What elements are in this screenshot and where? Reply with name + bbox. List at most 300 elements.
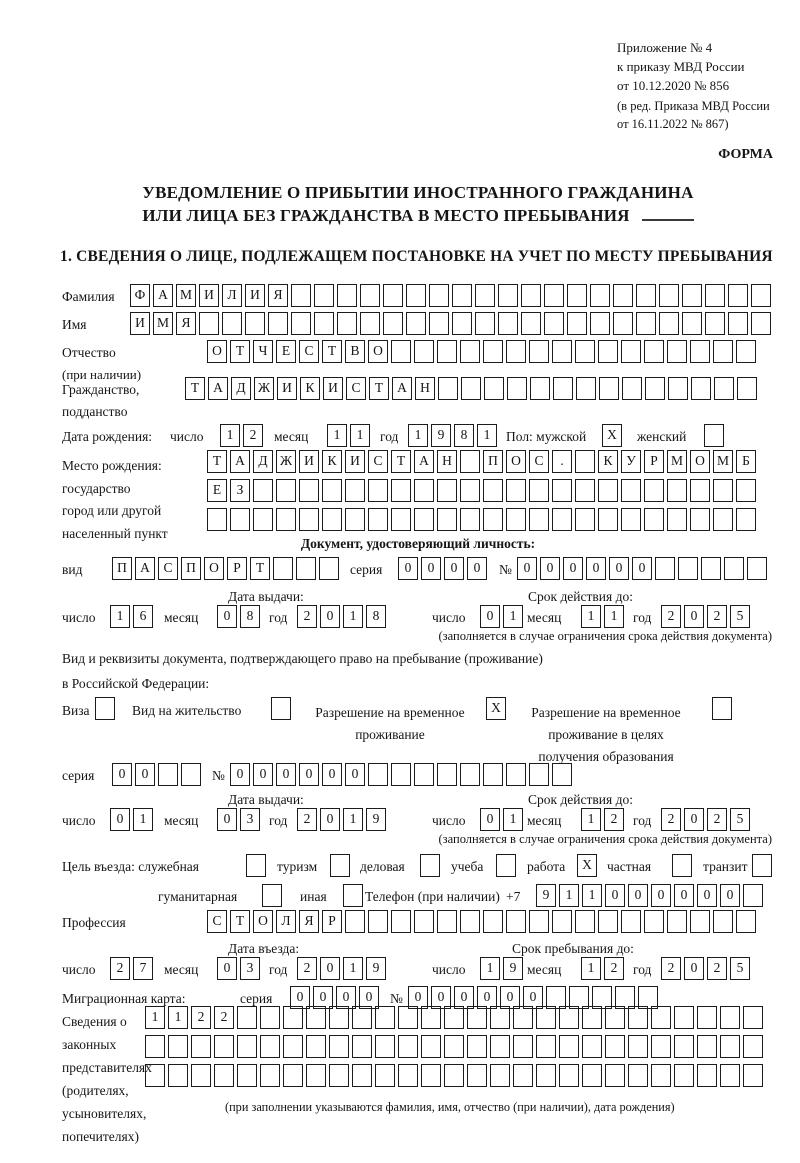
form-cell (496, 854, 516, 877)
profession-cells (207, 910, 759, 933)
form-cell: Т (230, 910, 250, 933)
form-cell (667, 508, 687, 531)
form-cell (283, 1035, 303, 1058)
entry-day-label: число (62, 962, 96, 977)
form-cell: Ж (254, 377, 274, 400)
form-title-line2 (36, 206, 800, 226)
form-cell (513, 1064, 533, 1087)
form-cell (319, 557, 339, 580)
form-cell: 0 (135, 763, 155, 786)
res-valid-year-label: год (633, 813, 652, 828)
form-cell (529, 508, 549, 531)
sex-female-label: женский (637, 429, 687, 444)
form-cell (345, 508, 365, 531)
form-cell (644, 508, 664, 531)
form-cell (529, 910, 549, 933)
form-cell (621, 340, 641, 363)
form-cell: 8 (366, 605, 386, 628)
form-cell: 8 (240, 605, 260, 628)
form-cell: И (130, 312, 150, 335)
form-cell: 5 (730, 605, 750, 628)
form-cell: М (176, 284, 196, 307)
form-cell: 3 (240, 957, 260, 980)
appendix-line: к приказу МВД России (617, 59, 745, 74)
form-cell (720, 1035, 740, 1058)
form-cell (391, 763, 411, 786)
form-cell: Л (276, 910, 296, 933)
form-cell: Т (391, 450, 411, 473)
form-cell (743, 1064, 763, 1087)
form-cell (253, 479, 273, 502)
form-cell (701, 557, 721, 580)
form-cell: 9 (366, 808, 386, 831)
form-cell (567, 312, 587, 335)
representatives-label-block (62, 1010, 152, 1148)
form-cell (420, 854, 440, 877)
sex-female-checkbox (704, 424, 727, 447)
birth-date-label: Дата рождения: (62, 429, 153, 444)
form-cell (168, 1035, 188, 1058)
form-cell (713, 340, 733, 363)
form-cell: 8 (454, 424, 474, 447)
temp-edu-line3: получения образования (538, 749, 674, 764)
form-cell (368, 763, 388, 786)
mig-number-sign: № (390, 991, 403, 1006)
citizenship-label-line2: подданство (62, 404, 128, 419)
form-cell (552, 910, 572, 933)
form-cell (437, 763, 457, 786)
form-cell: 1 (145, 1006, 165, 1029)
res-series-cells (112, 763, 204, 786)
form-cell (414, 508, 434, 531)
amendment-line: (в ред. Приказа МВД России (617, 99, 770, 113)
entry-day-cells (110, 957, 156, 980)
form-cell: 1 (503, 605, 523, 628)
form-cell: 2 (661, 605, 681, 628)
res-issue-date-label: Дата выдачи: (228, 792, 304, 807)
form-cell (283, 1006, 303, 1029)
purpose-business-checkbox (420, 854, 443, 877)
form-cell (391, 479, 411, 502)
form-cell: Т (369, 377, 389, 400)
form-cell (628, 1006, 648, 1029)
doc-valid-year-cells (661, 605, 753, 628)
doc-kind-cells (112, 557, 342, 580)
purpose-business-label: деловая (360, 859, 405, 874)
form-cell: Р (644, 450, 664, 473)
form-cell (737, 377, 757, 400)
form-cell (743, 1006, 763, 1029)
form-cell: X (577, 854, 597, 877)
purpose-work-label: работа (527, 859, 566, 874)
form-cell (145, 1064, 165, 1087)
form-cell: 2 (214, 1006, 234, 1029)
form-cell: У (621, 450, 641, 473)
appendix-line: Приложение № 4 (617, 40, 713, 55)
form-cell (484, 377, 504, 400)
form-cell (582, 1006, 602, 1029)
form-cell (490, 1006, 510, 1029)
form-cell (368, 910, 388, 933)
form-cell: 1 (327, 424, 347, 447)
form-cell (271, 697, 291, 720)
form-cell: 1 (582, 884, 602, 907)
res-issue-year-label: год (269, 813, 288, 828)
doc-issue-month-label: месяц (164, 610, 199, 625)
form-cell (375, 1035, 395, 1058)
form-cell (398, 1035, 418, 1058)
form-cell (507, 377, 527, 400)
form-cell: 2 (297, 957, 317, 980)
stay-month-cells (581, 957, 627, 980)
form-cell (490, 1064, 510, 1087)
patronymic-cells (207, 340, 759, 363)
form-cell: О (253, 910, 273, 933)
birth-place-cells-row2 (207, 479, 759, 502)
form-cell (483, 910, 503, 933)
purpose-tourism-checkbox (330, 854, 353, 877)
form-cell: О (207, 340, 227, 363)
form-cell (644, 340, 664, 363)
form-cell (613, 312, 633, 335)
appendix-block (617, 38, 745, 95)
form-cell (659, 312, 679, 335)
form-cell (659, 284, 679, 307)
form-cell: Е (276, 340, 296, 363)
doc-issue-day-label: число (62, 610, 96, 625)
representatives-line5: усыновителях, (62, 1106, 147, 1121)
res-issue-year-cells (297, 808, 389, 831)
form-cell: 2 (110, 957, 130, 980)
form-cell: Р (322, 910, 342, 933)
form-cell: Ж (276, 450, 296, 473)
stay-year-label: год (633, 962, 652, 977)
form-cell: 0 (276, 763, 296, 786)
form-cell: 1 (559, 884, 579, 907)
form-cell (214, 1064, 234, 1087)
form-cell: С (158, 557, 178, 580)
form-cell (460, 508, 480, 531)
form-cell (260, 1064, 280, 1087)
amendment-line: от 16.11.2022 № 867) (617, 117, 729, 131)
form-cell (506, 508, 526, 531)
temp-residence-line2: проживание (355, 727, 425, 742)
form-cell: 9 (536, 884, 556, 907)
form-cell: 1 (343, 605, 363, 628)
form-cell: 1 (581, 605, 601, 628)
form-cell: А (230, 450, 250, 473)
form-cell (736, 508, 756, 531)
form-cell (605, 1035, 625, 1058)
form-cell (414, 479, 434, 502)
doc-valid-day-cells (480, 605, 526, 628)
form-cell (559, 1006, 579, 1029)
form-cell (222, 312, 242, 335)
form-cell (536, 1064, 556, 1087)
form-cell: 0 (110, 808, 130, 831)
form-cell: Т (207, 450, 227, 473)
representatives-line3: представителях (62, 1060, 152, 1075)
form-cell (330, 854, 350, 877)
form-cell (414, 910, 434, 933)
form-cell: О (506, 450, 526, 473)
amendment-block (617, 97, 770, 133)
profession-label: Профессия (62, 915, 126, 930)
form-cell (383, 284, 403, 307)
form-cell (552, 340, 572, 363)
form-cell: С (207, 910, 227, 933)
form-cell (521, 312, 541, 335)
form-cell: 0 (398, 557, 418, 580)
form-cell: 0 (684, 808, 704, 831)
form-cell (613, 284, 633, 307)
res-number-cells (230, 763, 575, 786)
form-cell: В (345, 340, 365, 363)
form-cell (506, 763, 526, 786)
form-cell: А (135, 557, 155, 580)
form-cell (752, 854, 772, 877)
form-cell: 0 (320, 808, 340, 831)
form-cell (713, 479, 733, 502)
doc-issue-month-cells (217, 605, 263, 628)
form-cell: А (153, 284, 173, 307)
surname-label: Фамилия (62, 289, 115, 304)
form-cell (598, 508, 618, 531)
form-cell (645, 377, 665, 400)
form-cell (260, 1035, 280, 1058)
doc-valid-day-label: число (432, 610, 466, 625)
res-valid-month-label: месяц (527, 813, 562, 828)
form-cell (314, 284, 334, 307)
form-cell: 1 (408, 424, 428, 447)
form-cell: Я (268, 284, 288, 307)
doc-valid-month-cells (581, 605, 627, 628)
form-cell (728, 312, 748, 335)
form-cell: 0 (651, 884, 671, 907)
form-cell (674, 1064, 694, 1087)
form-cell: 1 (343, 808, 363, 831)
form-cell (529, 340, 549, 363)
form-cell: 2 (661, 808, 681, 831)
form-cell: Т (322, 340, 342, 363)
form-cell: 0 (444, 557, 464, 580)
form-cell (421, 1006, 441, 1029)
form-cell (268, 312, 288, 335)
form-cell (674, 1006, 694, 1029)
form-cell (329, 1035, 349, 1058)
form-cell: 2 (707, 605, 727, 628)
form-cell (553, 377, 573, 400)
form-cell (475, 312, 495, 335)
form-cell (352, 1035, 372, 1058)
form-cell: X (602, 424, 622, 447)
form-cell (536, 1006, 556, 1029)
form-cell: 1 (477, 424, 497, 447)
doc-series-cells (398, 557, 490, 580)
form-cell: К (598, 450, 618, 473)
residence-permit-label: Вид на жительство (132, 703, 242, 718)
res-valid-month-cells (581, 808, 627, 831)
form-cell (712, 697, 732, 720)
form-cell (276, 508, 296, 531)
visa-label: Виза (62, 703, 90, 718)
form-cell (728, 284, 748, 307)
form-cell: И (245, 284, 265, 307)
form-cell: 7 (133, 957, 153, 980)
stay-day-label: число (432, 962, 466, 977)
form-cell: 0 (421, 557, 441, 580)
representatives-line2: законных (62, 1037, 117, 1052)
form-cell (230, 508, 250, 531)
phone-prefix: +7 (506, 889, 521, 904)
form-cell (352, 1006, 372, 1029)
doc-valid-year-label: год (633, 610, 652, 625)
form-cell (414, 763, 434, 786)
form-cell (467, 1006, 487, 1029)
form-cell (414, 340, 434, 363)
doc-valid-until-label: Срок действия до: (528, 589, 633, 604)
form-cell: П (483, 450, 503, 473)
entry-date-label: Дата въезда: (228, 941, 300, 956)
form-cell: И (277, 377, 297, 400)
form-cell (444, 1064, 464, 1087)
form-cell (322, 508, 342, 531)
form-cell (429, 312, 449, 335)
form-cell: П (112, 557, 132, 580)
res-issue-month-label: месяц (164, 813, 199, 828)
form-cell: 0 (605, 884, 625, 907)
section1-heading: 1. СВЕДЕНИЯ О ЛИЦЕ, ПОДЛЕЖАЩЕМ ПОСТАНОВКЕ НА УЧЕТ ПО МЕСТУ ПРЕБЫВАНИЯ (60, 248, 773, 265)
citizenship-label-line1: Гражданство, (62, 382, 140, 397)
form-cell (490, 1035, 510, 1058)
mig-series-label: серия (240, 991, 273, 1006)
form-cell (704, 424, 724, 447)
temp-residence-line1: Разрешение на временное (315, 705, 465, 720)
form-cell: 0 (408, 986, 428, 1009)
form-cell: М (153, 312, 173, 335)
res-issue-day-cells (110, 808, 156, 831)
res-validity-note: (заполняется в случае ограничения срока действия документа) (438, 832, 772, 846)
form-cell (475, 284, 495, 307)
form-cell (575, 508, 595, 531)
phone-cells (536, 884, 766, 907)
form-cell: С (529, 450, 549, 473)
form-cell: 0 (628, 884, 648, 907)
form-cell: 0 (586, 557, 606, 580)
form-cell (651, 1035, 671, 1058)
form-cell (237, 1035, 257, 1058)
form-cell (375, 1006, 395, 1029)
form-cell: 0 (720, 884, 740, 907)
form-cell: Т (250, 557, 270, 580)
residence-doc-line1: Вид и реквизиты документа, подтверждающего право на пребывание (проживание) (62, 651, 543, 666)
res-valid-day-cells (480, 808, 526, 831)
form-cell (672, 854, 692, 877)
form-cell: 3 (240, 808, 260, 831)
residence-doc-line2: в Российской Федерации: (62, 676, 210, 691)
form-cell (599, 377, 619, 400)
purpose-transit-checkbox (752, 854, 775, 877)
form-cell (207, 508, 227, 531)
form-cell (697, 1064, 717, 1087)
form-cell (651, 1006, 671, 1029)
doc-validity-note: (заполняется в случае ограничения срока действия документа) (438, 629, 772, 643)
form-cell (559, 1035, 579, 1058)
form-cell (352, 1064, 372, 1087)
form-cell (296, 557, 316, 580)
form-cell (605, 1064, 625, 1087)
form-cell (743, 1035, 763, 1058)
form-cell (168, 1064, 188, 1087)
form-cell: 1 (168, 1006, 188, 1029)
form-cell: О (368, 340, 388, 363)
form-cell: 0 (431, 986, 451, 1009)
form-cell (438, 377, 458, 400)
entry-month-label: месяц (164, 962, 199, 977)
form-cell: Л (222, 284, 242, 307)
doc-issue-day-cells (110, 605, 156, 628)
form-cell (145, 1035, 165, 1058)
form-cell: Н (415, 377, 435, 400)
form-cell (345, 479, 365, 502)
purpose-humanitarian-label: гуманитарная (158, 889, 238, 904)
form-cell (513, 1006, 533, 1029)
form-cell (498, 312, 518, 335)
form-cell (736, 479, 756, 502)
form-cell: 0 (500, 986, 520, 1009)
form-cell: 2 (243, 424, 263, 447)
purpose-private-checkbox (672, 854, 695, 877)
purpose-other-label: иная (300, 889, 327, 904)
form-cell: Н (437, 450, 457, 473)
entry-year-label: год (269, 962, 288, 977)
form-cell (529, 479, 549, 502)
form-cell (575, 479, 595, 502)
form-cell (95, 697, 115, 720)
form-cell: 0 (217, 957, 237, 980)
form-cell: И (199, 284, 219, 307)
res-valid-year-cells (661, 808, 753, 831)
form-cell: 0 (313, 986, 333, 1009)
representatives-line4: (родителях, (62, 1083, 129, 1098)
form-cell (461, 377, 481, 400)
form-cell: 0 (609, 557, 629, 580)
form-cell (368, 508, 388, 531)
form-cell (521, 284, 541, 307)
form-cell: Я (299, 910, 319, 933)
form-cell (406, 312, 426, 335)
form-cell (575, 450, 595, 473)
residence-permit-checkbox (271, 697, 294, 720)
birth-place-city-label2: населенный пункт (62, 525, 168, 541)
form-cell (291, 312, 311, 335)
form-cell (705, 284, 725, 307)
form-cell (345, 910, 365, 933)
form-cell (506, 340, 526, 363)
form-cell (437, 340, 457, 363)
temp-edu-line1: Разрешение на временное (531, 705, 681, 720)
form-cell (444, 1035, 464, 1058)
form-cell (720, 1064, 740, 1087)
stay-day-cells (480, 957, 526, 980)
form-cell: З (230, 479, 250, 502)
representatives-line1: Сведения о (62, 1014, 127, 1029)
form-cell (306, 1035, 326, 1058)
form-cell (697, 1006, 717, 1029)
form-cell: 0 (563, 557, 583, 580)
form-cell (567, 284, 587, 307)
form-cell (360, 312, 380, 335)
